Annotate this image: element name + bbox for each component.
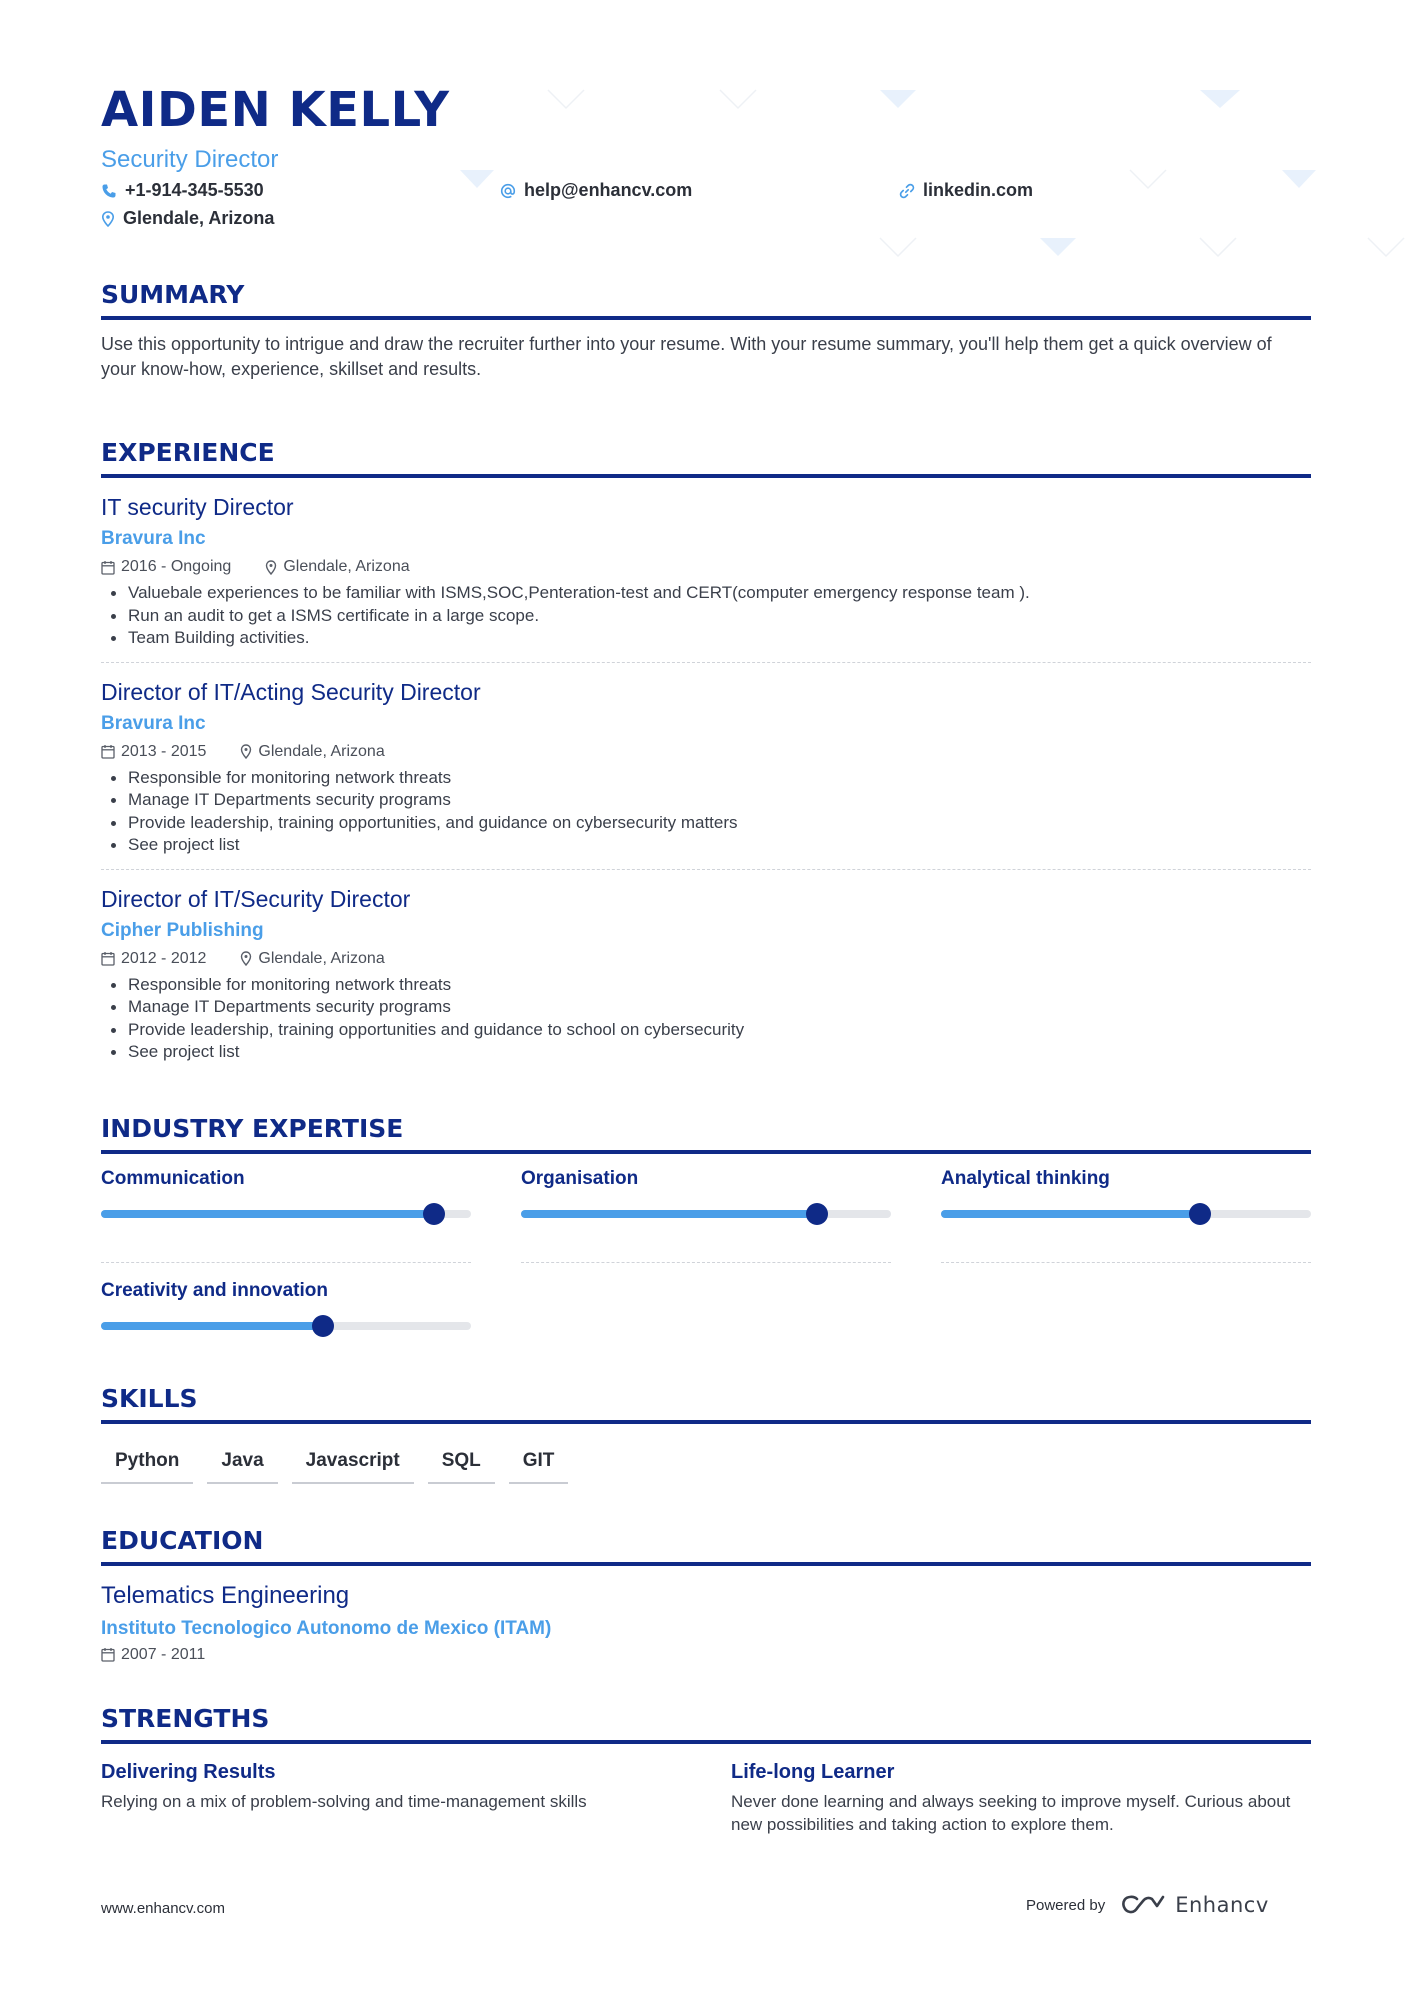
expertise-label: Analytical thinking (941, 1167, 1110, 1189)
expertise-label: Organisation (521, 1167, 639, 1189)
expertise-bar-knob (806, 1203, 828, 1225)
expertise-item (941, 1166, 1311, 1218)
expertise-bar (101, 1210, 471, 1218)
enhancv-logo-icon (1121, 1894, 1167, 1916)
expertise-bar-knob (423, 1203, 445, 1225)
experience-entry (101, 869, 1311, 1076)
footer-website[interactable]: www.enhancv.com (101, 1900, 225, 1917)
summary-text: Use this opportunity to intrigue and draw the recruiter further into your resume. With your resume summary, you'll help them get a quick overview of your know-how, experience, skillset and results. (101, 334, 1272, 379)
footer-brand[interactable] (1026, 1893, 1269, 1917)
skill-tag: Javascript (292, 1444, 414, 1484)
section-divider (101, 1562, 1311, 1566)
skills-list (101, 1444, 1311, 1484)
expertise-bar-knob (312, 1315, 334, 1337)
expertise-bar-knob (1189, 1203, 1211, 1225)
strengths-list (101, 1758, 1311, 1858)
strength-item (101, 1758, 681, 1813)
job-company: Bravura Inc (101, 712, 206, 734)
calendar-icon (101, 1647, 115, 1662)
expertise-item (101, 1278, 471, 1330)
job-location: Glendale, Arizona (283, 558, 410, 575)
calendar-icon (101, 560, 115, 575)
bullet-item: Manage IT Departments security programs (101, 789, 1311, 812)
bullet-item: Responsible for monitoring network threats (101, 767, 1311, 790)
powered-by-label: Powered by (1026, 1896, 1106, 1914)
section-title-expertise: INDUSTRY EXPERTISE (101, 1113, 404, 1143)
skill-tag: SQL (428, 1444, 495, 1484)
calendar-icon (101, 951, 115, 966)
expertise-label: Creativity and innovation (101, 1279, 328, 1301)
education-degree: Telematics Engineering (101, 1581, 350, 1609)
job-meta (101, 948, 1311, 970)
contact-website[interactable] (899, 180, 1033, 201)
bullet-item: Run an audit to get a ISMS certificate in a large scope. (101, 605, 1311, 628)
strength-desc: Relying on a mix of problem-solving and time-management skills (101, 1791, 587, 1811)
job-bullets (101, 974, 1311, 1064)
section-title-education: EDUCATION (101, 1525, 264, 1555)
expertise-bar-fill (101, 1322, 323, 1330)
job-title: Director of IT/Acting Security Director (101, 678, 481, 705)
section-title-strengths: STRENGTHS (101, 1703, 270, 1733)
strength-title: Delivering Results (101, 1760, 276, 1783)
bullet-item: See project list (101, 1041, 1311, 1064)
education-dates: 2007 - 2011 (121, 1645, 206, 1663)
experience-section (101, 436, 1311, 1076)
job-dates: 2016 - Ongoing (121, 558, 232, 575)
location-pin-icon (240, 744, 252, 759)
job-meta (101, 741, 1311, 763)
section-title-summary: SUMMARY (101, 280, 245, 309)
candidate-title: Security Director (101, 146, 279, 173)
expertise-bar-fill (101, 1210, 434, 1218)
job-bullets (101, 767, 1311, 857)
email-text: help@enhancv.com (524, 180, 693, 200)
expertise-divider (941, 1262, 1311, 1263)
expertise-bar-fill (521, 1210, 817, 1218)
skill-tag: Java (207, 1444, 277, 1484)
job-meta (101, 556, 1311, 578)
strength-item (731, 1758, 1311, 1836)
bullet-item: Valuebale experiences to be familiar with ISMS,SOC,Penteration-test and CERT(computer emergency response team ). (101, 582, 1311, 605)
skill-tag: GIT (509, 1444, 569, 1484)
skill-tag: Python (101, 1444, 193, 1484)
expertise-grid (101, 1166, 1311, 1346)
location-pin-icon (240, 951, 252, 966)
summary-section (101, 278, 1311, 382)
expertise-item (101, 1166, 471, 1218)
bullet-item: Provide leadership, training opportunities, and guidance on cybersecurity matters (101, 812, 1311, 835)
experience-entry (101, 662, 1311, 869)
bullet-item: Manage IT Departments security programs (101, 996, 1311, 1019)
expertise-label: Communication (101, 1167, 245, 1189)
contact-info (101, 180, 1311, 240)
education-dates-row (101, 1646, 1311, 1664)
contact-location (101, 208, 274, 229)
bullet-item: Team Building activities. (101, 627, 1311, 650)
calendar-icon (101, 744, 115, 759)
brand-logo (1121, 1893, 1269, 1917)
location-text: Glendale, Arizona (123, 208, 275, 228)
strength-title: Life-long Learner (731, 1760, 895, 1783)
brand-name: Enhancv (1175, 1893, 1269, 1917)
job-company: Bravura Inc (101, 528, 206, 549)
section-title-skills: SKILLS (101, 1383, 198, 1413)
job-title: IT security Director (101, 494, 294, 520)
expertise-divider (101, 1262, 471, 1263)
section-title-experience: EXPERIENCE (101, 438, 275, 467)
expertise-bar-fill (941, 1210, 1200, 1218)
job-title: Director of IT/Security Director (101, 885, 411, 912)
job-bullets (101, 582, 1311, 650)
link-icon (899, 183, 915, 199)
expertise-divider (521, 1262, 891, 1263)
resume-content (101, 80, 1311, 1858)
expertise-section (101, 1112, 1311, 1346)
job-location: Glendale, Arizona (258, 949, 385, 967)
website-text: linkedin.com (923, 180, 1034, 200)
education-section (101, 1524, 1311, 1664)
bullet-item: See project list (101, 834, 1311, 857)
expertise-bar (521, 1210, 891, 1218)
job-dates: 2012 - 2012 (121, 949, 207, 967)
strength-desc: Never done learning and always seeking to improve myself. Curious about new possibilities and taking action to explore them. (731, 1791, 1291, 1834)
at-icon (500, 183, 516, 199)
candidate-name: AIDEN KELLY (101, 82, 450, 138)
experience-entry (101, 478, 1311, 662)
expertise-bar (941, 1210, 1311, 1218)
education-school: Instituto Tecnologico Autonomo de Mexico (ITAM) (101, 1617, 552, 1639)
skills-section (101, 1382, 1311, 1484)
section-divider (101, 1420, 1311, 1424)
phone-icon (101, 183, 117, 199)
section-divider (101, 1740, 1311, 1744)
job-company: Cipher Publishing (101, 919, 264, 941)
location-pin-icon (265, 560, 277, 575)
section-divider (101, 316, 1311, 320)
job-dates: 2013 - 2015 (121, 742, 207, 760)
contact-email[interactable] (500, 180, 692, 201)
expertise-item (521, 1166, 891, 1218)
contact-phone[interactable] (101, 180, 264, 201)
location-pin-icon (101, 211, 115, 227)
bullet-item: Provide leadership, training opportunities and guidance to school on cybersecurity (101, 1019, 1311, 1042)
job-location: Glendale, Arizona (258, 742, 385, 760)
expertise-bar (101, 1322, 471, 1330)
strengths-section (101, 1702, 1311, 1858)
bullet-item: Responsible for monitoring network threats (101, 974, 1311, 997)
section-divider (101, 1150, 1311, 1154)
phone-text: +1-914-345-5530 (125, 180, 264, 200)
